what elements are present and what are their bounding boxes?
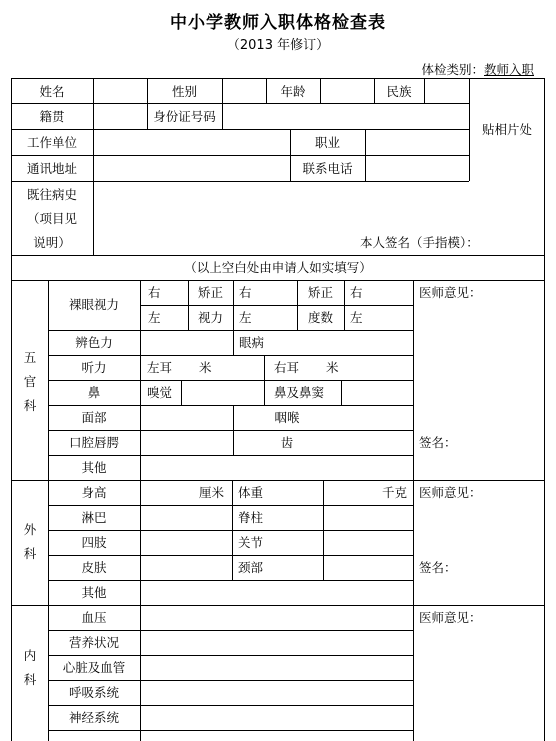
surgery-section-label: 外 科 — [23, 522, 37, 561]
joints-label: 关节 — [238, 535, 264, 550]
weight-unit: 千克 — [382, 485, 408, 500]
limbs-label: 四肢 — [81, 535, 107, 550]
hearing-label: 听力 — [81, 360, 107, 375]
height-label: 身高 — [81, 485, 107, 500]
oral-label: 口腔唇腭 — [68, 435, 119, 450]
applicant-note: （以上空白处由申请人如实填写） — [184, 260, 372, 275]
height-unit: 厘米 — [199, 485, 225, 500]
sinus-label: 鼻及鼻窦 — [274, 385, 325, 400]
skin-label: 皮肤 — [81, 560, 107, 575]
age-label: 年龄 — [280, 84, 306, 99]
history-label-1: 既往病史 — [26, 187, 77, 202]
naked-vision-label: 裸眼视力 — [68, 297, 119, 312]
corrected-label-2: 视力 — [197, 310, 223, 325]
phone-label: 联系电话 — [302, 161, 353, 176]
address-label: 通讯地址 — [26, 161, 77, 176]
ent-section-label: 五 官 科 — [23, 350, 37, 413]
degree-right-label: 右 — [350, 285, 363, 300]
throat-label: 咽喉 — [274, 410, 300, 425]
corrected-label-3: 矫正 — [307, 285, 333, 300]
corrected-right-label: 右 — [239, 285, 252, 300]
exam-category-label: 体检类别： — [421, 62, 484, 77]
name-label: 姓名 — [39, 84, 65, 99]
degree-left-label: 左 — [350, 310, 363, 325]
ent-doctor-opinion: 医师意见： — [419, 285, 482, 300]
spine-label: 脊柱 — [238, 510, 264, 525]
surgery-other-label: 其他 — [81, 585, 107, 600]
right-eye-label: 右 — [148, 285, 161, 300]
nervous-label: 神经系统 — [68, 710, 119, 725]
work-unit-label: 工作单位 — [26, 135, 77, 150]
gender-label: 性别 — [171, 84, 197, 99]
history-label-2: （项目见 — [26, 211, 77, 226]
weight-label: 体重 — [238, 485, 264, 500]
surgery-doctor-opinion: 医师意见： — [419, 485, 482, 500]
nose-label: 鼻 — [87, 385, 101, 400]
right-ear-label: 右耳 — [274, 360, 300, 375]
ent-sign-label: 签名： — [419, 435, 457, 450]
occupation-label: 职业 — [314, 135, 340, 150]
internal-doctor-opinion: 医师意见： — [419, 610, 482, 625]
exam-category-value: 教师入职 — [483, 62, 534, 77]
history-label-3: 说明） — [33, 235, 71, 250]
signature-label: 本人签名（手指模）： — [360, 235, 479, 250]
left-eye-label: 左 — [148, 310, 161, 325]
eye-disease-label: 眼病 — [239, 335, 265, 350]
corrected-left-label: 左 — [239, 310, 252, 325]
teeth-label: 齿 — [280, 435, 294, 450]
lymph-label: 淋巴 — [81, 510, 107, 525]
right-ear-unit: 米 — [326, 360, 339, 375]
blood-pressure-label: 血压 — [81, 610, 107, 625]
left-ear-label: 左耳 — [147, 360, 173, 375]
surgery-sign-label: 签名： — [419, 560, 457, 575]
form-title: 中小学教师入职体格检查表 — [170, 13, 386, 33]
corrected-label-1: 矫正 — [197, 285, 223, 300]
id-number-label: 身份证号码 — [153, 109, 216, 124]
form-subtitle: （2013 年修订） — [226, 38, 330, 53]
ent-other-label: 其他 — [81, 460, 107, 475]
nutrition-label: 营养状况 — [68, 635, 119, 650]
ethnicity-label: 民族 — [386, 84, 412, 99]
degree-label: 度数 — [307, 310, 333, 325]
respiratory-label: 呼吸系统 — [68, 685, 119, 700]
internal-section-label: 内 科 — [23, 648, 37, 687]
heart-label: 心脏及血管 — [62, 660, 126, 675]
color-vision-label: 辨色力 — [75, 335, 113, 350]
smell-label: 嗅觉 — [147, 385, 173, 400]
left-ear-unit: 米 — [199, 360, 212, 375]
face-label: 面部 — [81, 410, 107, 425]
photo-area-label: 贴相片处 — [481, 122, 532, 137]
native-place-label: 籍贯 — [39, 109, 65, 124]
neck-label: 颈部 — [238, 560, 264, 575]
